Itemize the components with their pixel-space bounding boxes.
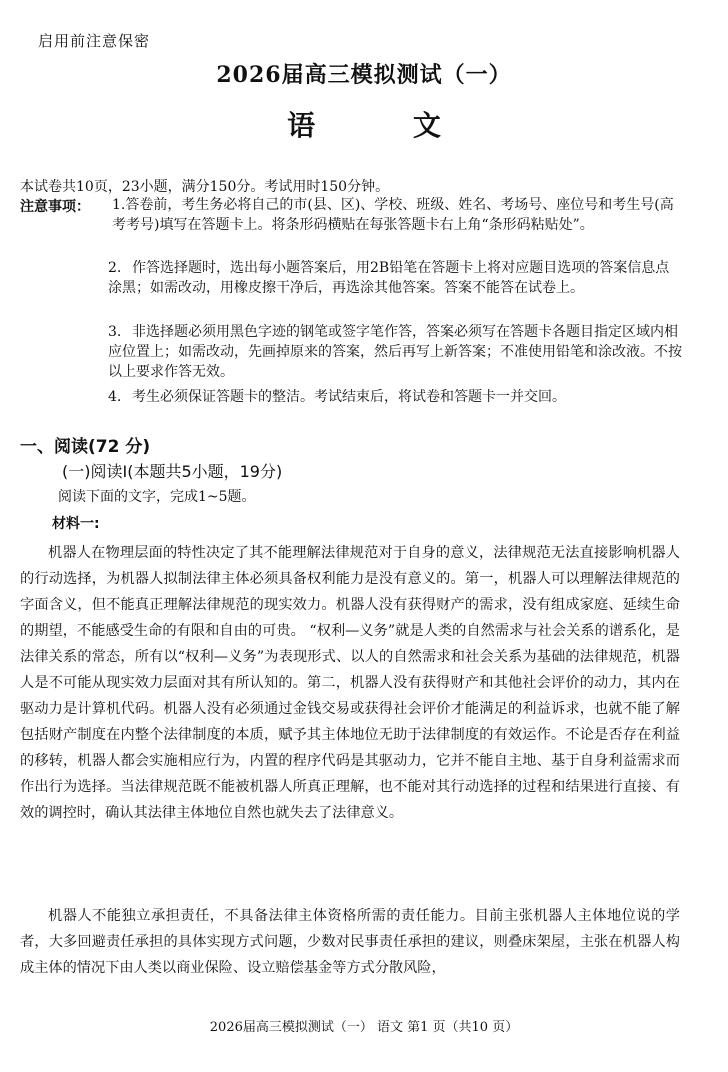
notice-item-text: 答卷前，考生务必将自己的市(县、区)、学校、班级、姓名、考场号、座位号和考生号(高考考号)填写在答题卡上。将条形码横贴在每张答题卡右上角“条形码粘贴处”。 [112, 197, 674, 233]
passage-text: 机器人不能独立承担责任，不具备法律主体资格所需的责任能力。目前主张机器人主体地位说的学者，大多回避责任承担的具体实现方式问题，少数对民事责任承担的建议，则叠床架屋，主张在机器人构成主体的情况下由人类以商业保险、设立赔偿基金等方式分散风险， [20, 908, 680, 976]
section-title: 一、阅读(72 分) [20, 437, 151, 457]
notice-item-text: 作答选择题时，选出每小题答案后，用2B铅笔在答题卡上将对应题目选项的答案信息点涂黑；如需改动，用橡皮擦干净后，再选涂其他答案。答案不能答在试卷上。 [108, 260, 670, 296]
notice-item [108, 322, 682, 382]
notice-item-number: 3. [108, 324, 122, 340]
exam-intro: 本试卷共10页，23小题，满分150分。考试用时150分钟。 [20, 179, 390, 195]
page-footer: 2026届高三模拟测试（一） 语文 第1 页（共10 页） [209, 1020, 519, 1035]
passage-paragraph [20, 540, 680, 826]
notice-item [108, 387, 682, 407]
material-label: 材料一: [52, 516, 100, 532]
confidential-notice: 启用前注意保密 [38, 32, 151, 50]
notice-item [108, 258, 682, 298]
notice-item-text: 非选择题必须用黑色字迹的钢笔或签字笔作答，答案必须写在答题卡各题目指定区域内相应位置上；如需改动，先画掉原来的答案，然后再写上新答案；不准使用铅笔和涂改液。不按以上要求作答无效。 [108, 324, 682, 380]
notice-item-number: 4. [108, 389, 122, 405]
subject-title: 语 文 [287, 109, 485, 142]
exam-title: 2026届高三模拟测试（一） [216, 62, 512, 88]
notice-item-number: 2. [108, 260, 122, 276]
subsection-title: (一)阅读Ⅰ(本题共5小题，19分) [62, 462, 283, 481]
notice-item [112, 195, 686, 235]
passage-text: 机器人在物理层面的特性决定了其不能理解法律规范对于自身的意义，法律规范无法直接影响机器人的行动选择，为机器人拟制法律主体必须具备权利能力是没有意义的。第一，机器人可以理解法律规范的字面含义，但不能真正理解法律规范的现实效力。机器人没有获得财产的需求，没有组成家庭、延续生命的期望，不能感受生命的有限和自由的可贵。 “权利—义务”就是人类的自然需求与社会关系的谱系化，是法律关系的常态，所有以“权利—义务”为表现形式、以人的自然需求和社会关系为基础的法律规范，机器人是不可能从现实效力层面对其有所认知的。第二，机器人没有获得财产和其他社会评价的动力，其内在驱动力是计算机代码。机器人没有必须通过金钱交易或获得社会评价才能满足的利益诉求，也就不能了解包括财产制度在内整个法律制度的本质，赋予其主体地位无助于法律制度的有效运作。不论是否存在利益的移转，机器人都会实施相应行为，内置的程序代码是其驱动力，它并不能自主地、基于自身利益需求而作出行为选择。当法律规范既不能被机器人所真正理解，也不能对其行动选择的过程和结果进行直接、有效的调控时，确认其法律主体地位自然也就失去了法律意义。 [20, 545, 680, 821]
notice-item-text: 考生必须保证答题卡的整洁。考试结束后，将试卷和答题卡一并交回。 [132, 389, 566, 405]
notice-label: 注意事项： [20, 199, 90, 215]
passage-paragraph [20, 903, 680, 981]
notice-item-number: 1. [112, 197, 126, 213]
reading-instruction: 阅读下面的文字，完成1~5题。 [58, 489, 256, 505]
